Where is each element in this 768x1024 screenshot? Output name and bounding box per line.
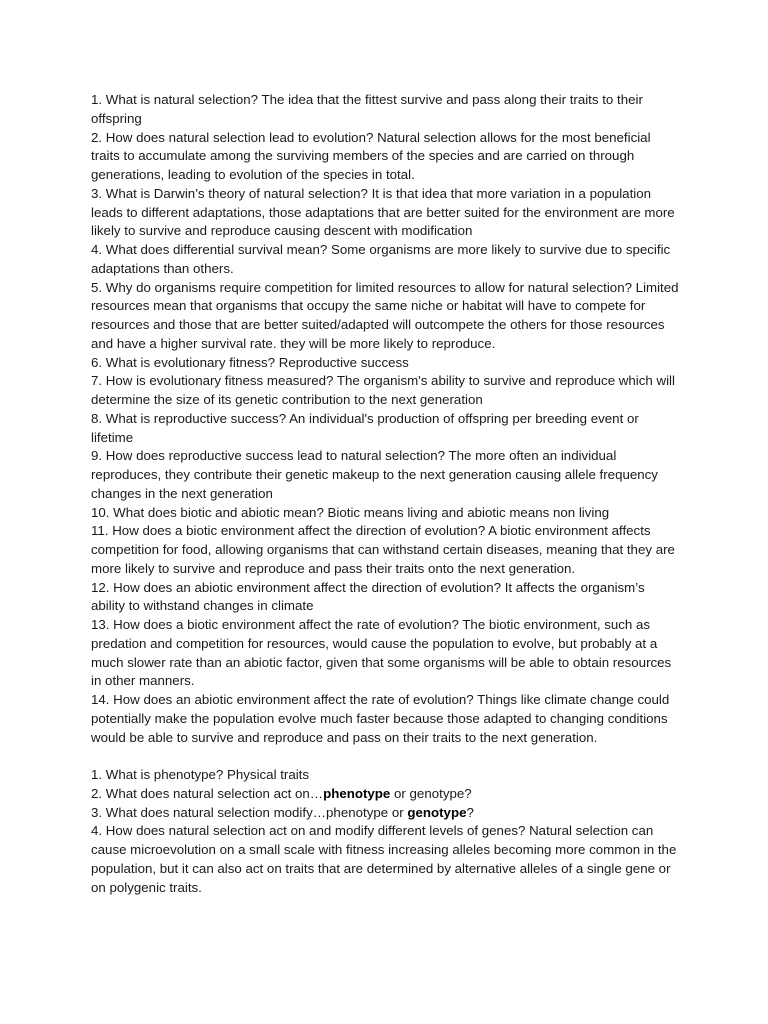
document-body: [91, 91, 681, 897]
question-11: 11. How does a biotic environment affect the direction of evolution? A biotic environment affects competition for food, allowing organisms that can withstand certain diseases, meaning that they are more likely to survive and reproduce and pass their traits onto the next generation.: [91, 523, 675, 576]
question-4: 4. What does differential survival mean? Some organisms are more likely to survive due to specific adaptations than others.: [91, 242, 671, 276]
question-9: 9. How does reproductive success lead to natural selection? The more often an individual reproduces, they contribute their genetic makeup to the next generation causing allele frequency changes in the next generation: [91, 448, 658, 501]
question-12: 12. How does an abiotic environment affect the direction of evolution? It affects the organism’s ability to withstand changes in climate: [91, 579, 645, 614]
question-3: 3. What is Darwin’s theory of natural selection? It is that idea that more variation in a population leads to different adaptations, those adaptations that are better suited for the environment are more likely to survive and reproduce causing descent with modification: [91, 185, 675, 239]
question-7: 7. How is evolutionary fitness measured? The organism's ability to survive and reproduce which will determine the size of its genetic contribution to the next generation: [91, 373, 675, 407]
phenotype-question-3-text: 3. What does natural selection modify…phenotype or: [91, 804, 408, 820]
phenotype-question-2-answer: phenotype: [323, 785, 391, 801]
question-10: 10. What does biotic and abiotic mean? Biotic means living and abiotic means non living: [91, 504, 610, 520]
phenotype-question-1: 1. What is phenotype? Physical traits: [91, 767, 310, 782]
question-13: 13. How does a biotic environment affect the rate of evolution? The biotic environment, such as predation and competition for resources, would cause the population to evolve, but probably at a much slower rate than an abiotic factor, given that some organisms will be able to obtain resources in other manners.: [91, 617, 672, 689]
blank-line: [91, 747, 681, 766]
question-5: 5. Why do organisms require competition for limited resources to allow for natural selection? Limited resources mean that organisms that occupy the same niche or habitat will have to compete for resources and those that are better suited/adapted will outcompete the others for those resources and have a higher survival rate. they will be more likely to reproduce.: [91, 279, 679, 351]
phenotype-question-3-answer: genotype: [407, 804, 467, 820]
question-6: 6. What is evolutionary fitness? Reproductive success: [91, 354, 409, 370]
section-phenotype-questions: [91, 766, 681, 897]
question-1: 1. What is natural selection? The idea that the fittest survive and pass along their traits to their offspring: [91, 92, 643, 126]
question-14: 14. How does an abiotic environment affect the rate of evolution? Things like climate change could potentially make the population evolve much faster because those adapted to changing conditions would be able to survive and reproduce and pass on their traits to the next generation.: [91, 692, 670, 745]
phenotype-question-2-tail: or genotype?: [390, 785, 472, 801]
phenotype-question-3-tail: ?: [466, 804, 474, 820]
phenotype-question-2-text: 2. What does natural selection act on…: [91, 785, 324, 801]
phenotype-question-2: [91, 785, 681, 804]
phenotype-question-4: 4. How does natural selection act on and modify different levels of genes? Natural selection can cause microevolution on a small scale with fitness increasing alleles becoming more common in the population, but it can also act on traits that are determined by alternative alleles of a single gene or on polygenic traits.: [91, 823, 677, 895]
phenotype-question-3: [91, 804, 681, 823]
question-2: 2. How does natural selection lead to evolution? Natural selection allows for the most beneficial traits to accumulate among the surviving members of the species and are carried on through generations, leading to evolution of the species in total.: [91, 129, 651, 182]
section-natural-selection-questions: [91, 91, 681, 747]
question-8: 8. What is reproductive success? An individual's production of offspring per breeding event or lifetime: [91, 410, 639, 445]
